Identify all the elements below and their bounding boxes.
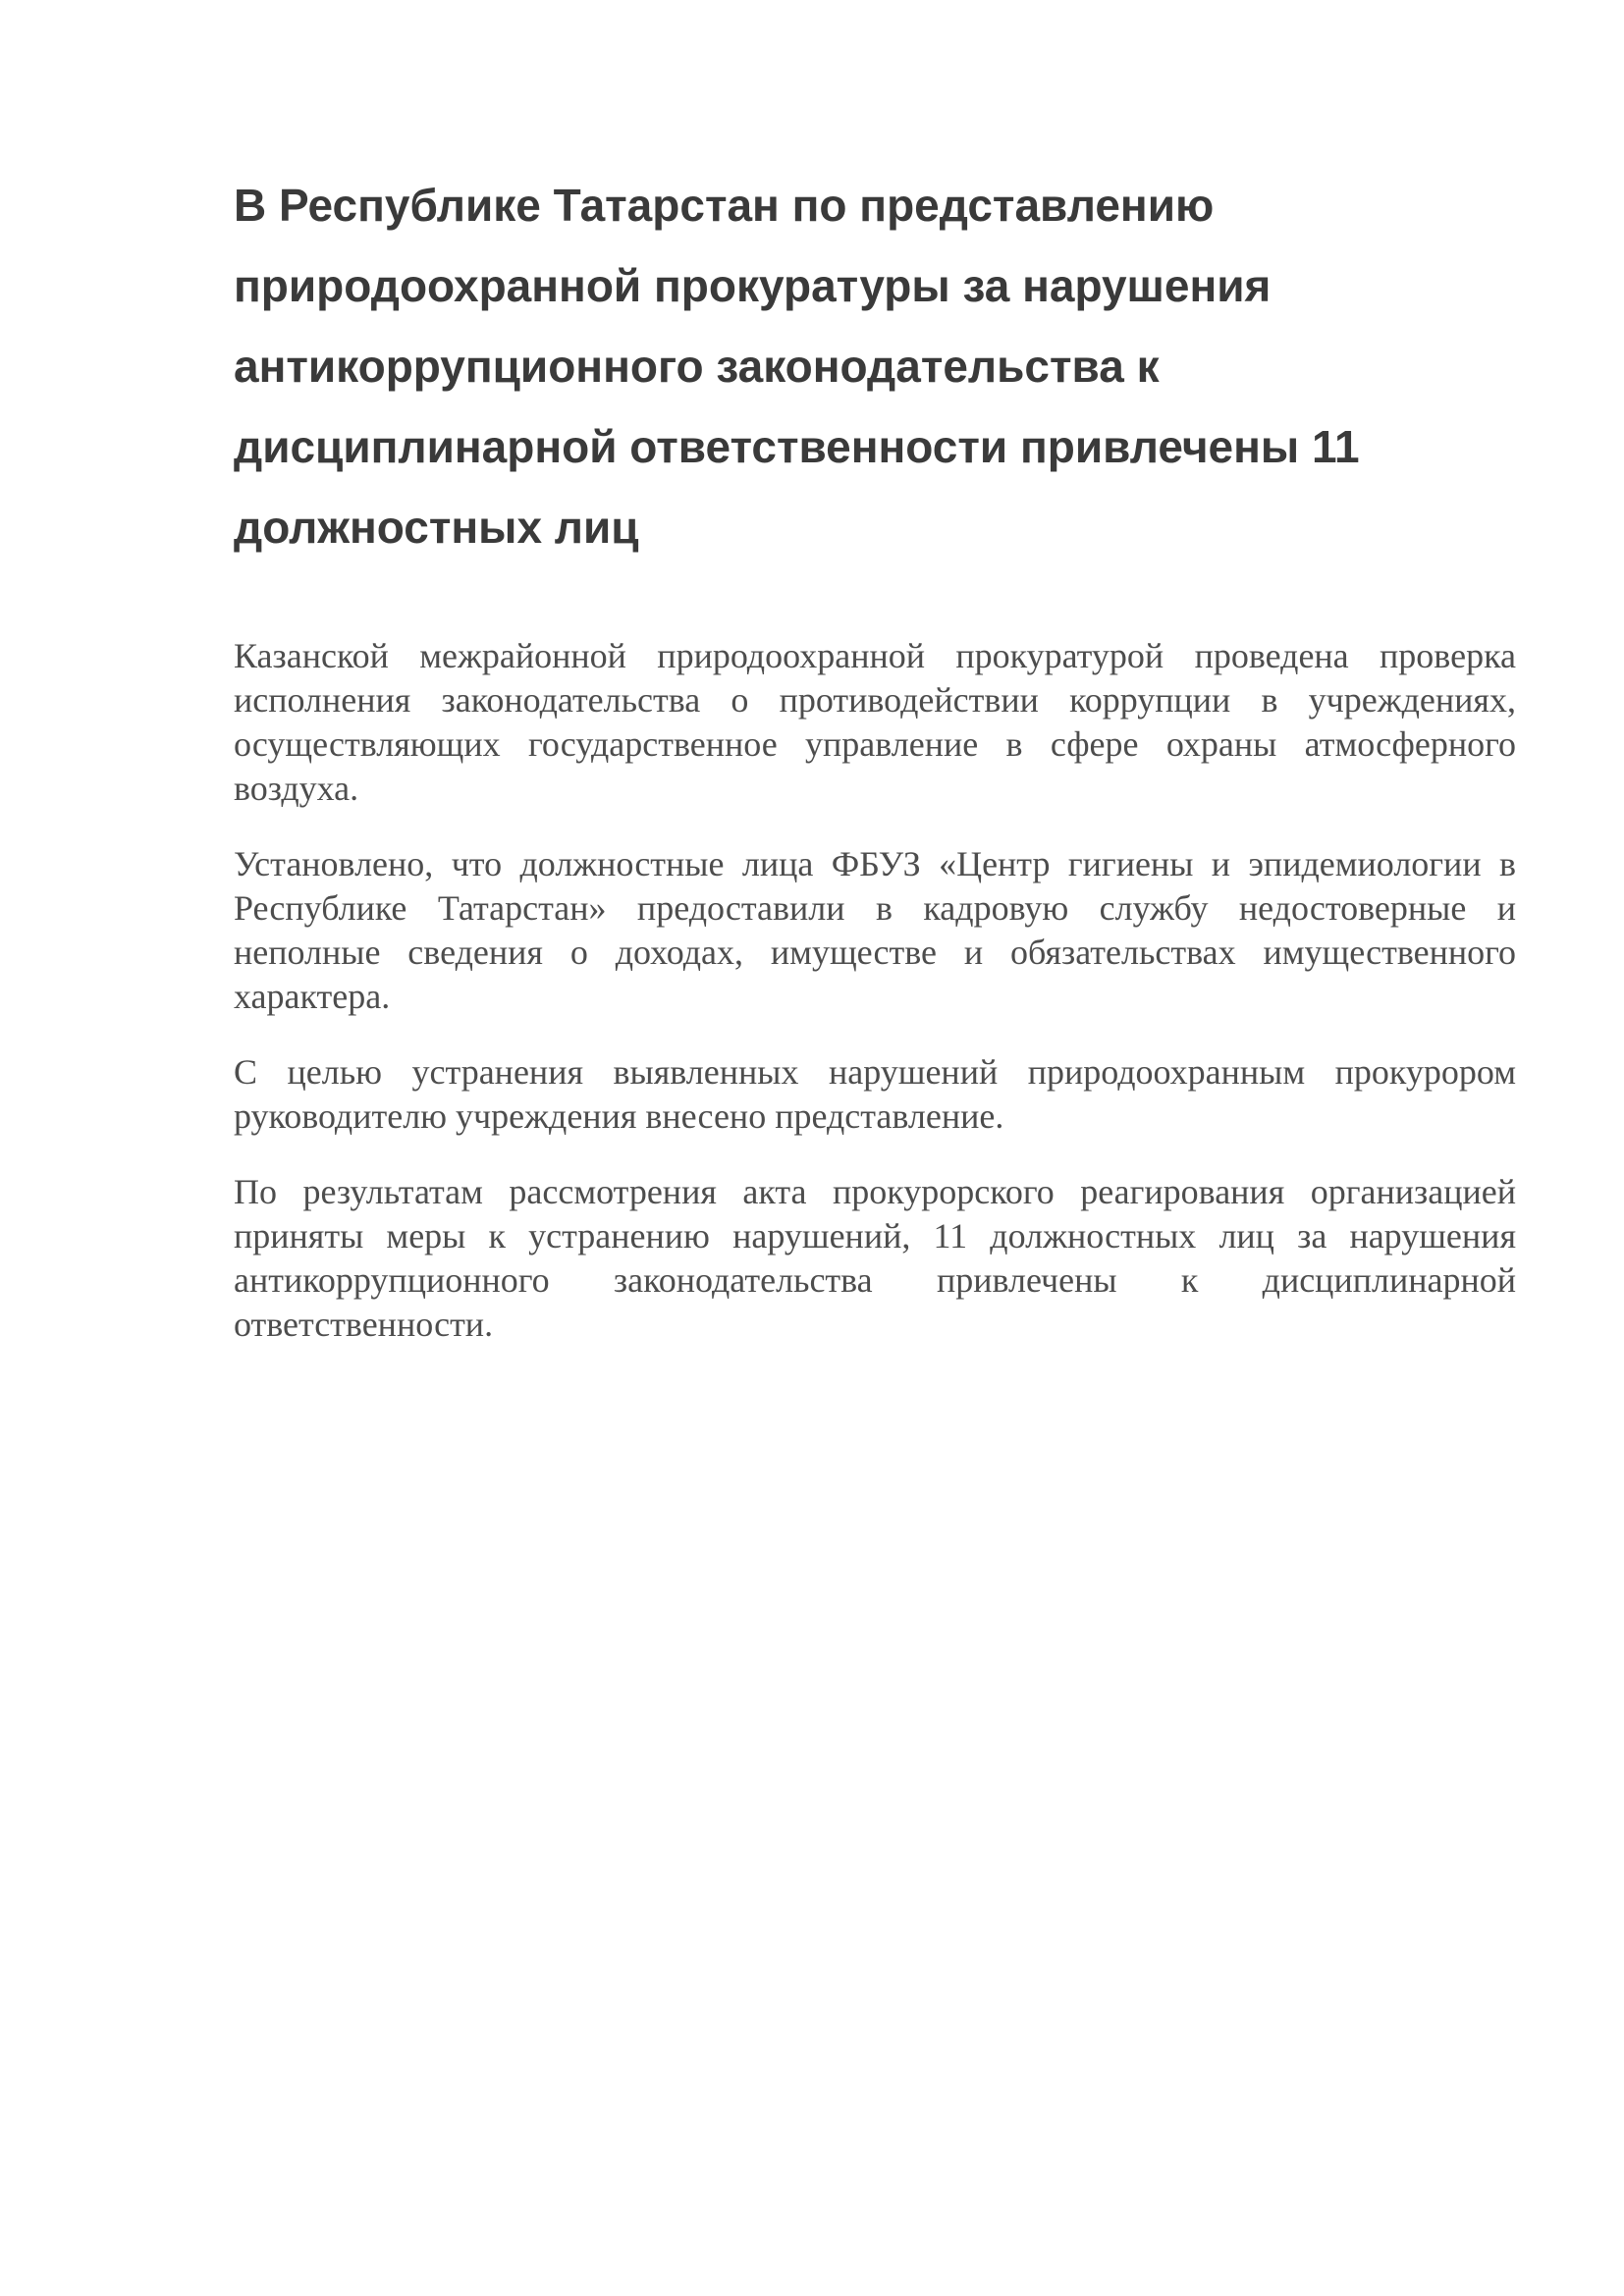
paragraph-result: По результатам рассмотрения акта прокурорского реагирования организацией приняты меры к устранению нарушений, 11 должностных лиц за нарушения антикоррупционного законодательства привлечены к дисциплинарной ответственности. — [234, 1172, 1516, 1344]
paragraph-representation: С целью устранения выявленных нарушений природоохранным прокурором руководителю учреждения внесено представление. — [234, 1052, 1516, 1136]
document-title: В Республике Татарстан по представлению природоохранной прокуратуры за нарушения антикоррупционного законодательства к дисциплинарной ответственности привлечены 11 должностных лиц — [234, 180, 1360, 553]
document-body — [234, 634, 1516, 1347]
document-content — [234, 165, 1516, 1378]
paragraph-inspection: Казанской межрайонной природоохранной прокуратурой проведена проверка исполнения законодательства о противодействии коррупции в учреждениях, осуществляющих государственное управление в сфере охраны атмосферного воздуха. — [234, 636, 1516, 808]
paragraph-findings: Установлено, что должностные лица ФБУЗ «Центр гигиены и эпидемиологии в Республике Татарстан» предоставили в кадровую службу недостоверные и неполные сведения о доходах, имуществе и обязательствах имущественного характера. — [234, 844, 1516, 1016]
